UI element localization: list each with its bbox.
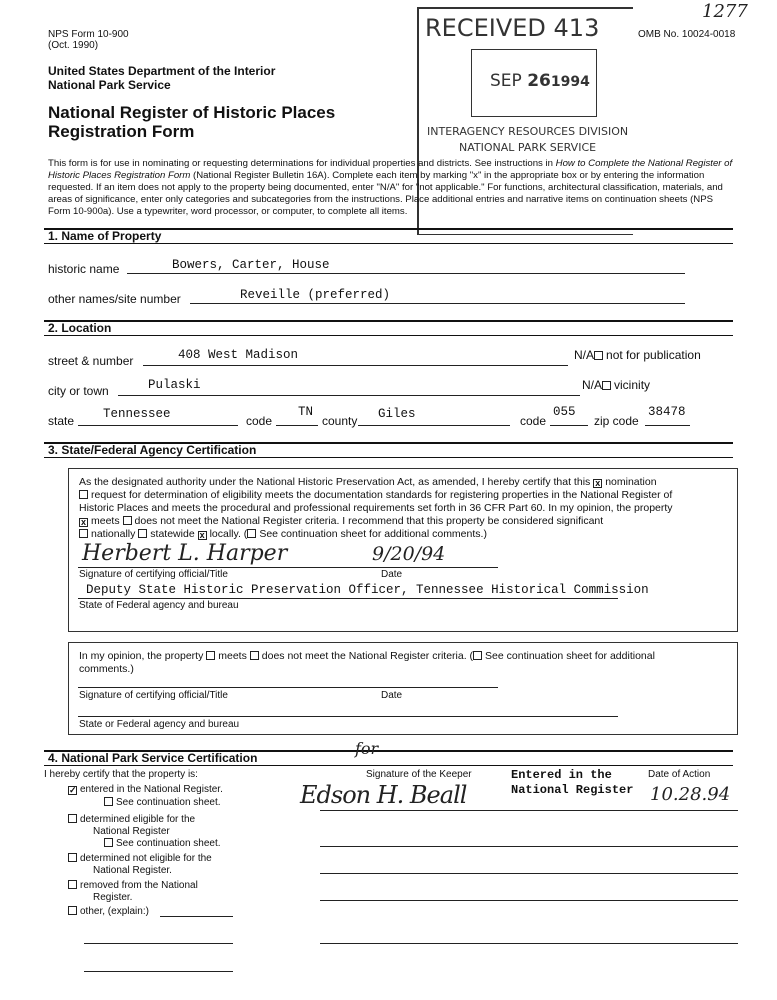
page-title: National Register of Historic Places: [48, 103, 336, 122]
form-date: (Oct. 1990): [48, 40, 99, 51]
option-eligible[interactable]: determined eligible for the: [68, 814, 195, 825]
stamp-date: SEP 261994: [490, 71, 590, 91]
state-code-field[interactable]: TN: [298, 405, 314, 419]
date-of-action-label: Date of Action: [648, 769, 711, 780]
certifying-signature: Herbert L. Harper: [82, 541, 288, 566]
instructions: This form is for use in nominating or requesting determinations for individual properties and districts. See instructions in How to Complete the National Register of Historic Places Registration Form (National Register Bulletin 16A). Complete each item by marking "x" in the appropriate box or by entering the information requested. If an item does not apply to the property being documented, enter "N/A" for "not applicable." For functions, architectural classification, materials, and areas of significance, enter only categories and subcategories from the instructions. Place additional entries and narrative items on continuation sheets (NPS Form 10-900a). Use a typewriter, word processor, or computer, to complete all items.: [48, 158, 733, 217]
opinion-line-1: In my opinion, the property meets does not meet the National Register criteria. ( See continuation sheet for additional: [79, 650, 655, 662]
service: National Park Service: [48, 78, 171, 92]
county-code-field[interactable]: 055: [553, 405, 576, 419]
option-not-eligible[interactable]: determined not eligible for the: [68, 853, 212, 864]
section-1-heading: 1. Name of Property: [48, 229, 162, 243]
state-code-label: code: [246, 414, 273, 428]
county-field[interactable]: Giles: [378, 407, 416, 421]
cert-line-4: x meets does not meet the National Register criteria. I recommend that this property be considered significant: [80, 515, 604, 527]
keeper-label: Signature of the Keeper: [366, 769, 472, 780]
section-2-heading: 2. Location: [48, 321, 112, 335]
date-label-2: Date: [381, 690, 403, 701]
county-label: county: [322, 414, 358, 428]
other-names-label: other names/site number: [48, 292, 181, 306]
stamp-line1: INTERAGENCY RESOURCES DIVISION: [427, 125, 629, 138]
city-label: city or town: [48, 384, 109, 398]
county-code-label: code: [520, 414, 547, 428]
street-label: street & number: [48, 354, 134, 368]
department: United States Department of the Interior: [48, 64, 276, 78]
cert-line-1: As the designated authority under the National Historic Preservation Act, as amended, I hereby certify that this x nomination: [79, 476, 657, 488]
signature-label: Signature of certifying official/Title: [79, 569, 228, 580]
other-names-field[interactable]: Reveille (preferred): [240, 288, 391, 302]
date-of-action-value: 10.28.94: [650, 784, 731, 805]
date-label: Date: [381, 569, 403, 580]
section-4-heading: 4. National Park Service Certification: [48, 751, 258, 765]
not-for-publication[interactable]: N/A not for publication: [574, 348, 701, 362]
agency-label-2: State or Federal agency and bureau: [79, 719, 240, 730]
option-entered[interactable]: ✓ entered in the National Register.: [69, 784, 223, 795]
city-field[interactable]: Pulaski: [148, 378, 201, 392]
option-removed[interactable]: removed from the National: [68, 880, 198, 891]
stamp-date-box: [471, 49, 597, 117]
cert-line-3: Historic Places and meets the procedural and professional requirements set forth in 36 CFR Part 60. In my opinion, the property: [79, 502, 673, 514]
signature-label-2: Signature of certifying official/Title: [79, 690, 228, 701]
option-eligible-line2: National Register: [93, 826, 170, 837]
stamp-received: RECEIVED 413: [425, 14, 600, 42]
agency-label: State of Federal agency and bureau: [79, 600, 239, 611]
keeper-signature: Edson H. Beall: [300, 781, 467, 809]
entered-stamp-1: Entered in the: [511, 768, 612, 782]
omb-number: OMB No. 10024-0018: [638, 29, 736, 40]
option-other[interactable]: other, (explain:): [68, 906, 149, 917]
option-removed-line2: Register.: [93, 892, 133, 903]
certifying-date: 9/20/94: [372, 543, 446, 565]
entered-stamp-2: National Register: [511, 783, 634, 797]
nps-intro: I hereby certify that the property is:: [44, 769, 198, 780]
page-subtitle: Registration Form: [48, 122, 195, 141]
section-3-heading: 3. State/Federal Agency Certification: [48, 443, 257, 457]
state-label: state: [48, 414, 75, 428]
historic-name-label: historic name: [48, 262, 120, 276]
historic-name-field[interactable]: Bowers, Carter, House: [172, 258, 330, 272]
cert-line-2: request for determination of eligibility meets the documentation standards for registering properties in the National Register of: [79, 489, 672, 501]
zip-field[interactable]: 38478: [648, 405, 686, 419]
agency-field[interactable]: Deputy State Historic Preservation Officer, Tennessee Historical Commission: [86, 583, 649, 597]
option-not-eligible-line2: National Register.: [93, 865, 172, 876]
cert-line-5: nationally statewide x locally. ( See continuation sheet for additional comments.): [79, 528, 487, 540]
option-entered-continuation[interactable]: See continuation sheet.: [104, 797, 221, 808]
vicinity[interactable]: N/A vicinity: [582, 378, 651, 392]
handwritten-number: 1277: [702, 1, 748, 22]
option-eligible-continuation[interactable]: See continuation sheet.: [104, 838, 221, 849]
form-number: NPS Form 10-900: [48, 29, 129, 40]
opinion-line-2: comments.): [79, 663, 134, 675]
for-annotation: for: [355, 739, 379, 758]
zip-label: zip code: [594, 414, 639, 428]
state-field[interactable]: Tennessee: [103, 407, 171, 421]
street-field[interactable]: 408 West Madison: [178, 348, 299, 362]
stamp-line2: NATIONAL PARK SERVICE: [459, 141, 597, 154]
